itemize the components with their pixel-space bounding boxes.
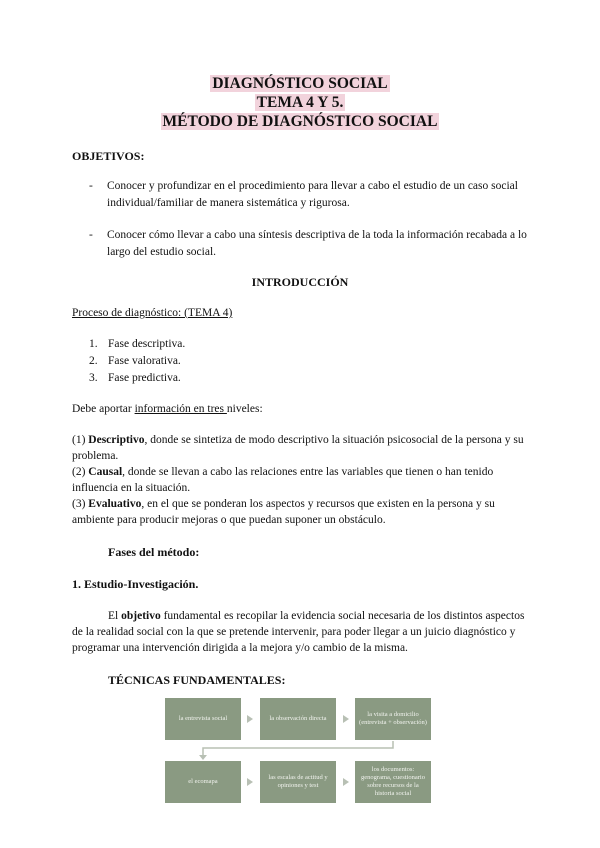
estudio-heading: 1. Estudio-Investigación. [72,577,199,591]
niveles-intro: Debe aportar información en tres niveles: [72,403,263,415]
dash-bullet: - [89,229,93,241]
tecnicas-heading: TÉCNICAS FUNDAMENTALES: [108,673,286,687]
arrow-right-icon [343,715,349,723]
dash-bullet: - [89,180,93,192]
document-title [0,74,600,131]
connector-arrowhead [199,755,207,760]
list-item: 2. Fase valorativa. [89,355,181,367]
diagram-box: los documentos: genograma, cuestionario sobre recursos de la historia social [355,761,431,803]
nivel-evaluativo: (3) Evaluativo, en el que se ponderan los aspectos y recursos que existen en la persona y su ambiente para producir mejoras o que puedan suponer un obstáculo. [72,498,495,526]
diagram-box: las escalas de actitud y opiniones y test [260,761,336,803]
objetivos-heading: OBJETIVOS: [72,149,145,163]
introduccion-heading: INTRODUCCIÓN [251,275,349,289]
objetivo-item-2: - Conocer cómo llevar a cabo una síntesis descriptiva de la toda la información recabada a lo largo del estudio social. [89,229,527,258]
arrow-right-icon [247,715,253,723]
list-item: 3. Fase predictiva. [89,372,181,384]
arrow-right-icon [247,778,253,786]
diagram-box: la visita a domicilio (entrevista + observación) [355,698,431,740]
connector-arrow-icon [165,741,435,761]
fases-list [89,336,185,387]
diagram-box: la entrevista social [165,698,241,740]
list-item: 1. Fase descriptiva. [89,338,186,350]
objetivo-item-1: - Conocer y profundizar en el procedimiento para llevar a cabo el estudio de un caso social individual/familiar de manera sistemática y rigurosa. [89,180,518,209]
estudio-paragraph: El objetivo fundamental es recopilar la evidencia social necesaria de los distintos aspectos de la realidad social con la que se pretende intervenir, para poder llegar a un juicio diagnóstico y programar una intervención dirigida a la mejora y/o cambio de la misma. [72,610,525,654]
nivel-descriptivo: (1) Descriptivo, donde se sintetiza de modo descriptivo la situación psicosocial de la persona y su problema. [72,434,524,462]
tecnicas-diagram [165,697,435,807]
fases-metodo-heading: Fases del método: [108,545,200,559]
connector-line [203,741,393,757]
arrow-right-icon [343,778,349,786]
title-line-3: MÉTODO DE DIAGNÓSTICO SOCIAL [162,113,438,130]
title-line-2: TEMA 4 Y 5. [256,94,344,111]
proceso-diagnostico: Proceso de diagnóstico: (TEMA 4) [72,307,233,319]
diagram-box: la observación directa [260,698,336,740]
title-line-1: DIAGNÓSTICO SOCIAL [212,75,388,92]
nivel-causal: (2) Causal, donde se llevan a cabo las relaciones entre las variables que tienen o han tenido influencia en la situación. [72,466,494,494]
diagram-box: el ecomapa [165,761,241,803]
